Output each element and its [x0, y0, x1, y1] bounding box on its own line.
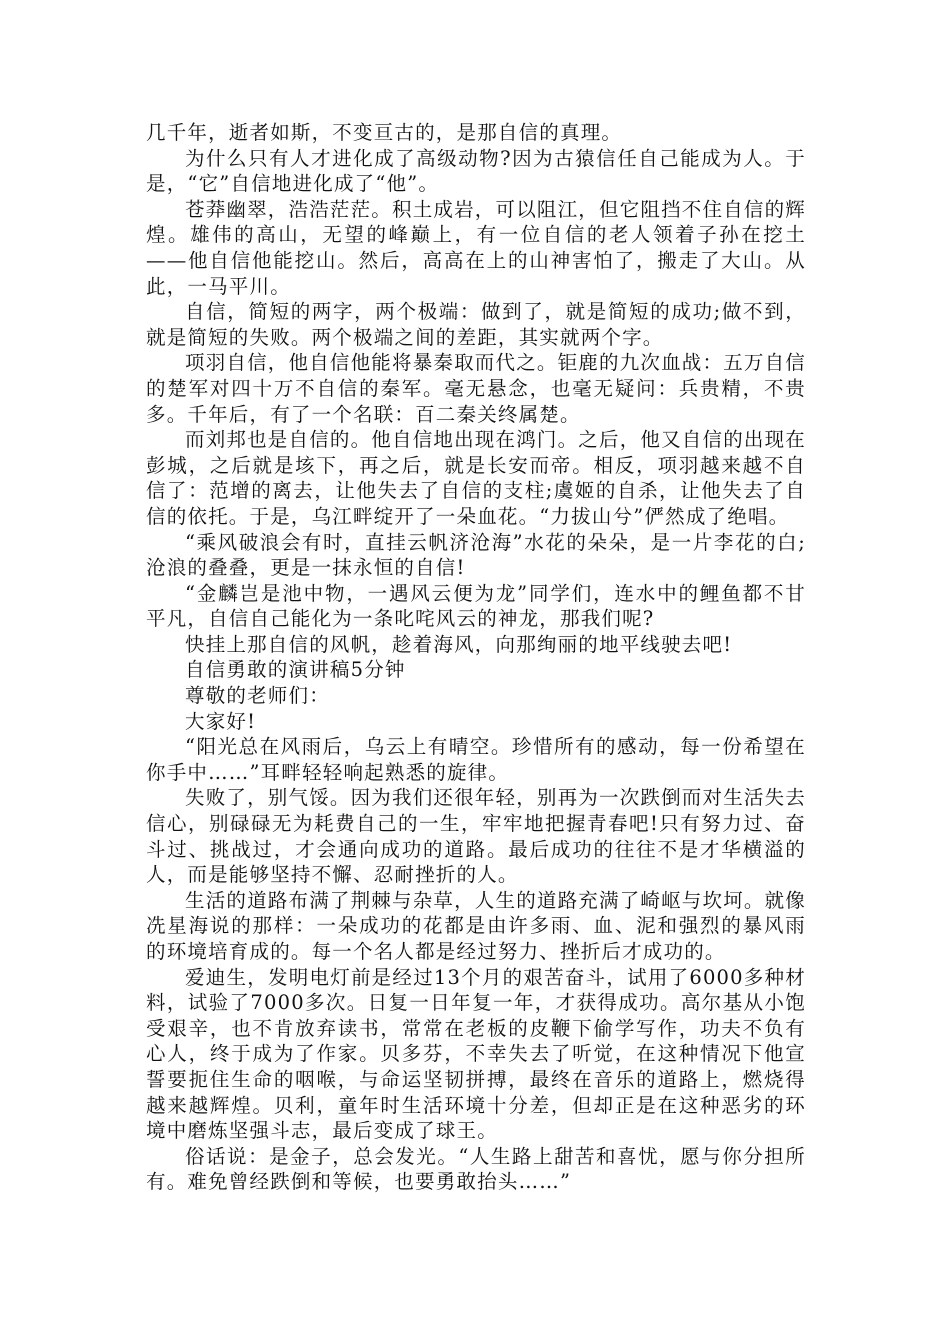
paragraph: 爱迪生，发明电灯前是经过13个月的艰苦奋斗，试用了6000多种材料，试验了7000多次。日复一日年复一年，才获得成功。高尔基从小饱受艰辛，也不肯放弃读书，常常在老板的皮鞭下偷学写作，功夫不负有心人，终于成为了作家。贝多芬，不幸失去了听觉，在这种情况下他宣誓要扼住生命的咽喉，与命运坚韧拼搏，最终在音乐的道路上，燃烧得越来越辉煌。贝利，童年时生活环境十分差，但却正是在这种恶劣的环境中磨炼坚强斗志，最后变成了球王。 — [146, 965, 806, 1143]
paragraph: 而刘邦也是自信的。他自信地出现在鸿门。之后，他又自信的出现在彭城，之后就是垓下，再之后，就是长安而帝。相反，项羽越来越不自信了：范增的离去，让他失去了自信的支柱;虞姬的自杀，让他失去了自信的依托。于是，乌江畔绽开了一朵血花。“力拔山兮”俨然成了绝唱。 — [146, 428, 807, 528]
paragraph: 俗话说：是金子，总会发光。“人生路上甜苦和喜忧，愿与你分担所有。难免曾经跌倒和等候，也要勇敢抬头……” — [146, 1144, 806, 1194]
paragraph: 项羽自信，他自信他能将暴秦取而代之。钜鹿的九次血战：五万自信的楚军对四十万不自信的秦军。毫无悬念，也毫无疑问：兵贵精，不贵多。千年后，有了一个名联：百二秦关终属楚。 — [146, 351, 807, 426]
paragraph: “阳光总在风雨后，乌云上有晴空。珍惜所有的感动，每一份希望在你手中……”耳畔轻轻响起熟悉的旋律。 — [146, 735, 806, 784]
paragraph: “金麟岂是池中物，一遇风云便为龙”同学们，连水中的鲤鱼都不甘平凡，自信自己能化为一条叱咤风云的神龙，那我们呢? — [146, 581, 806, 631]
paragraph: 自信，简短的两字，两个极端：做到了，就是简短的成功;做不到，就是简短的失败。两个极端之间的差距，其实就两个字。 — [146, 300, 806, 349]
salutation: 尊敬的老师们： — [185, 684, 330, 708]
document-body — [146, 120, 806, 1195]
paragraph: 几千年，逝者如斯，不变亘古的，是那自信的真理。 — [146, 121, 623, 144]
paragraph: 失败了，别气馁。因为我们还很年轻，别再为一次跌倒而对生活失去信心，别碌碌无为耗费自己的一生，牢牢地把握青春吧!只有努力过、奋斗过、挑战过，才会通向成功的道路。最后成功的往往不是才华横溢的人，而是能够坚持不懈、忍耐挫折的人。 — [146, 786, 807, 887]
paragraph: “乘风破浪会有时，直挂云帆济沧海”水花的朵朵，是一片李花的白;沧浪的叠叠，更是一抹永恒的自信! — [146, 530, 806, 580]
paragraph: 为什么只有人才进化成了高级动物?因为古猿信任自己能成为人。于是，“它”自信地进化成了“他”。 — [146, 146, 806, 196]
paragraph: 生活的道路布满了荆棘与杂草，人生的道路充满了崎岖与坎坷。就像冼星海说的那样：一朵成功的花都是由许多雨、血、泥和强烈的暴风雨的环境培育成的。每一个名人都是经过努力、挫折后才成功的。 — [146, 888, 807, 963]
paragraph: 苍莽幽翠，浩浩茫茫。积土成岩，可以阻江，但它阻挡不住自信的辉煌。雄伟的高山，无望的峰巅上，有一位自信的老人领着子孙在挖土——他自信他能挖山。然后，高高在上的山神害怕了，搬走了大山。从此，一马平川。 — [146, 197, 807, 298]
paragraph: 快挂上那自信的风帆，趁着海风，向那绚丽的地平线驶去吧! — [185, 632, 733, 656]
speech-title: 自信勇敢的演讲稿5分钟 — [185, 658, 406, 682]
greeting: 大家好! — [185, 709, 257, 733]
